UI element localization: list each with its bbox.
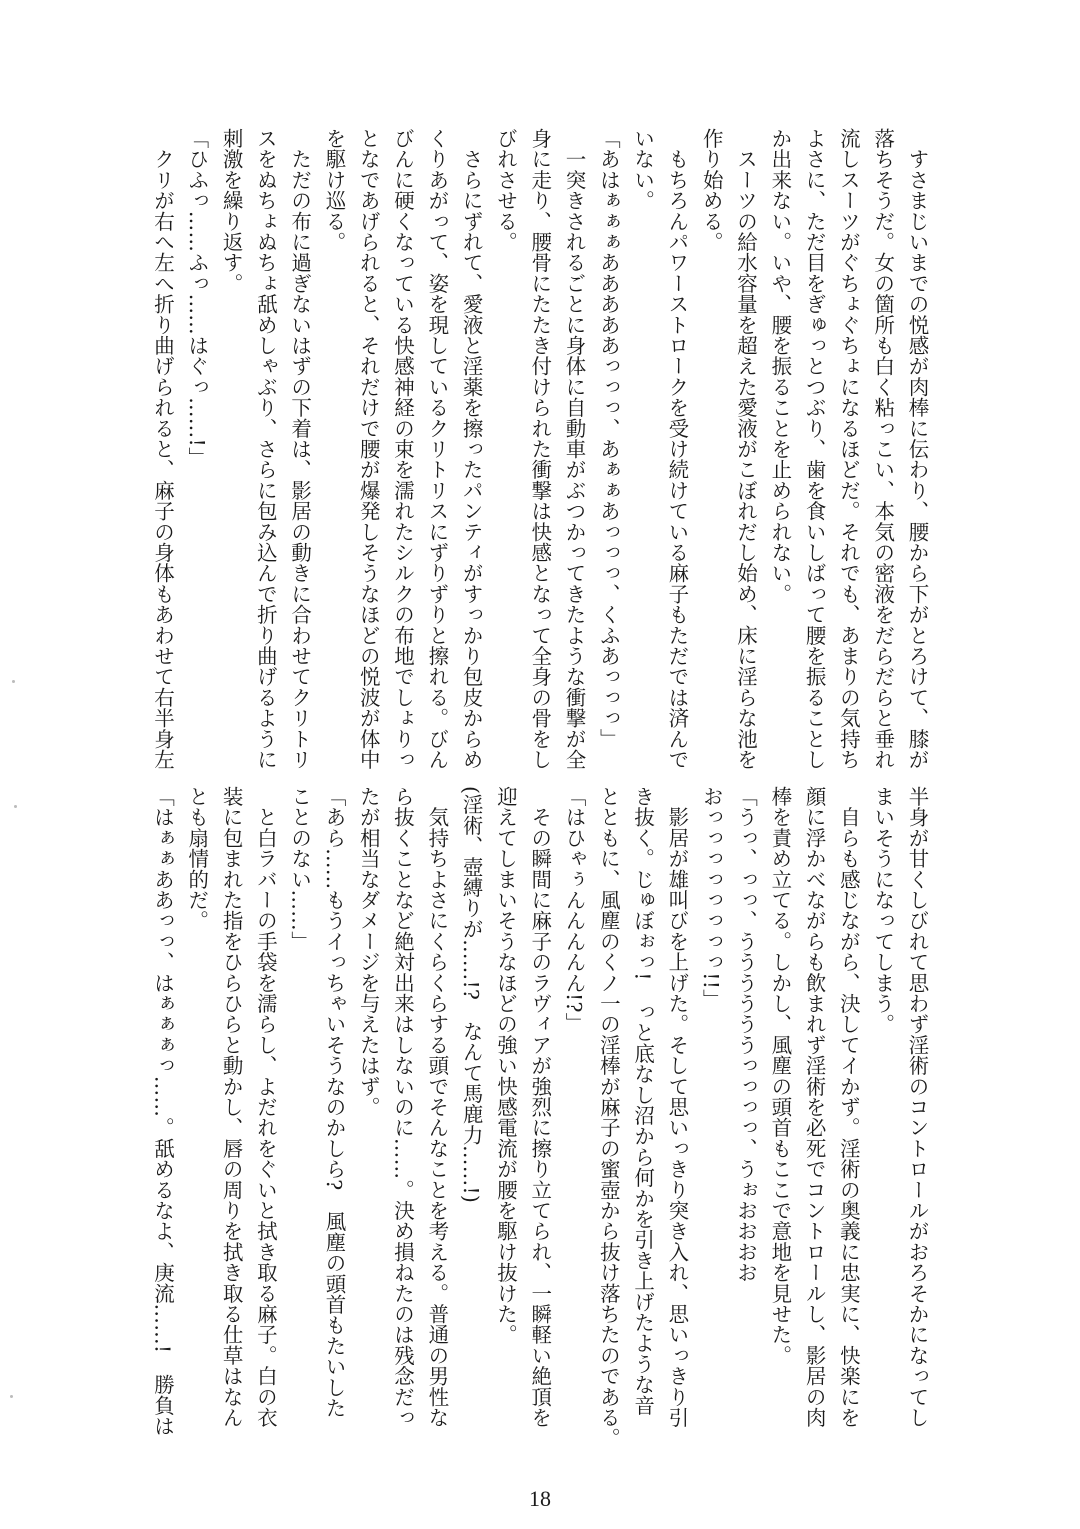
text-column: を駆け巡る。 [321, 128, 346, 253]
text-column: とも扇情的だ。 [184, 786, 209, 931]
text-column: か出来ない。いや、腰を振ることを止められない。 [767, 128, 792, 605]
page-number: 18 [529, 1486, 551, 1511]
text-column: びれさせる。 [493, 128, 518, 253]
text-column: もちろんパワーストロークを受け続けている麻子もただでは済んで [664, 128, 689, 770]
text-column: おっっっっっっっっ!!」 [699, 786, 724, 1010]
text-column: クリが右へ左へ折り曲げられると、麻子の身体もあわせて右半身左 [150, 128, 175, 770]
text-column: 「あら……もうイっちゃいそうなのかしら? 風塵の頭首もたいした [321, 786, 346, 1419]
text-column: くりあがって、姿を現しているクリトリスにずりずりと擦れる。びん [424, 128, 449, 770]
text-column: 「あはぁぁぁあああああっっっ、あぁぁあっっっ、くふあっっっ」 [596, 128, 621, 749]
text-block-top [145, 128, 934, 768]
text-column: 「うっ、っっ、ううううううっっっっ、うぉおおおお [733, 786, 758, 1283]
text-column: ことのない……」 [287, 786, 312, 952]
text-column: 刺激を繰り返す。 [219, 128, 244, 294]
text-column: さらにずれて、愛液と淫薬を擦ったパンティがすっかり包皮からめ [459, 128, 484, 770]
text-column: よさに、ただ目をぎゅっとつぶり、歯を食いしばって腰を振ることし [802, 128, 827, 770]
text-column: 身に走り、腰骨にたたき付けられた衝撃は快感となって全身の骨をし [527, 128, 552, 770]
text-column: 「はぁぁああっっ、はぁぁぁっ……。舐めるなよ、庚流……! 勝負は [150, 786, 175, 1437]
text-column: 流しスーツがぐちょぐちょになるほどだ。それでも、あまりの気持ち [836, 128, 861, 770]
text-column: その瞬間に麻子のラヴィアが強烈に擦り立てられ、一瞬軽い絶頂を [527, 786, 552, 1428]
scan-speck [12, 680, 15, 683]
text-column: 顔に浮かべながらも飲まれず淫術を必死でコントロールし、影居の肉 [802, 786, 827, 1428]
text-column: いない。 [630, 128, 655, 211]
text-column: き抜く。じゅぼぉっ! っと底なし沼から何かを引き上げたような音 [630, 786, 655, 1416]
text-column: 落ちそうだ。女の箇所も白く粘っこい、本気の密液をだらだらと垂れ [870, 128, 895, 770]
text-column: たが相当なダメージを与えたはず。 [356, 786, 381, 1118]
text-column: 「ひふっ……ふっ……はぐっ……!」 [184, 128, 209, 468]
text-column: と白ラバーの手袋を濡らし、よだれをぐいと拭き取る麻子。白の衣 [253, 786, 278, 1428]
scan-speck [10, 1395, 13, 1398]
text-column: 作り始める。 [699, 128, 724, 253]
text-column: 棒を責め立てる。しかし、風塵の頭首もここで意地を見せた。 [767, 786, 792, 1366]
text-column: 自らも感じながら、決してイかず。淫術の奥義に忠実に、快楽にを [836, 786, 861, 1428]
text-column: 迎えてしまいそうなほどの強い快感電流が腰を駆け抜けた。 [493, 786, 518, 1345]
text-column: とともに、風塵のくノ一の淫棒が麻子の蜜壺から抜け落ちたのである。 [596, 786, 621, 1449]
text-column: 装に包まれた指をひらひらと動かし、唇の周りを拭き取る仕草はなん [219, 786, 244, 1428]
text-column: となであげられると、それだけで腰が爆発しそうなほどの悦波が体中 [356, 128, 381, 770]
text-column: ただの布に過ぎないはずの下着は、影居の動きに合わせてクリトリ [287, 128, 312, 770]
text-column: 「はひゃぅんんんんん!?」 [562, 786, 587, 1034]
text-column: 一突きされるごとに身体に自動車がぶつかってきたような衝撃が全 [562, 128, 587, 770]
text-column: (淫術、壺縛りが……!? なんて馬鹿力……!) [459, 786, 484, 1204]
text-block-bottom [145, 786, 934, 1449]
text-column: 半身が甘くしびれて思わず淫術のコントロールがおろそかになってし [905, 786, 929, 1428]
text-column: 気持ちよさにくらくらする頭でそんなことを考える。普通の男性な [424, 786, 449, 1428]
text-column: ら抜くことなど絶対出来はしないのに……。決め損ねたのは残念だっ [390, 786, 415, 1428]
text-column: まいそうになってしまう。 [870, 786, 895, 1035]
text-column: びんに硬くなっている快感神経の束を濡れたシルクの布地でしょりっ [390, 128, 415, 770]
text-column: スをぬちょぬちょ舐めしゃぶり、さらに包み込んで折り曲げるように [253, 128, 278, 770]
text-column: すさまじいまでの悦感が肉棒に伝わり、腰から下がとろけて、膝が [905, 128, 929, 770]
text-column: 影居が雄叫びを上げた。そして思いっきり突き入れ、思いっきり引 [664, 786, 689, 1428]
text-column: スーツの給水容量を超えた愛液がこぼれだし始め、床に淫らな池を [733, 128, 758, 770]
scan-speck [14, 805, 17, 808]
